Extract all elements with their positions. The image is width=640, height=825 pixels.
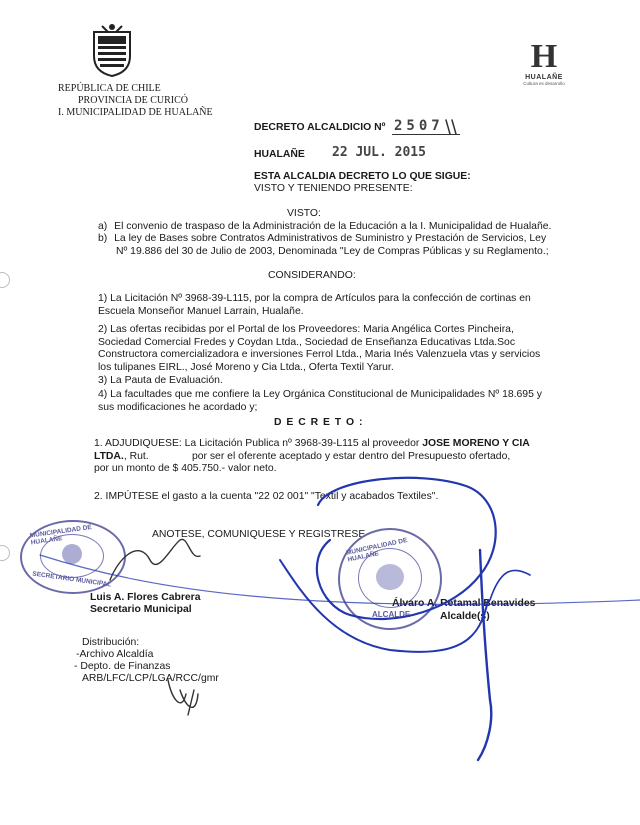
decreto-item-2: 2. IMPÚTESE el gasto a la cuenta "22 02 001" "Textil y acabados Textiles". (94, 491, 439, 502)
visto-item-text: Nº 19.886 del 30 de Julio de 2003, Denominada "Ley de Compras Públicas y su Reglamento.; (116, 245, 549, 257)
considerando-line: Escuela Monseñor Manuel Larrain, Hualañe. (98, 305, 304, 317)
decreto-item-1-text: , Rut. por ser el oferente aceptado y estar dentro del Presupuesto ofertado, (123, 450, 511, 462)
coat-of-arms-emblem (88, 22, 136, 78)
visto-item-a (98, 221, 588, 234)
decreto-provider-suffix: LTDA. (94, 450, 124, 462)
decree-place: HUALAÑE (254, 149, 305, 160)
decreto-heading: D E C R E T O : (274, 417, 364, 428)
considerando-list (98, 293, 608, 414)
visto-heading: VISTO: (287, 208, 321, 219)
distribution-heading: Distribución: (82, 637, 140, 648)
mayor-signature-tail (478, 550, 491, 760)
distribution-item: - Depto. de Finanzas (74, 661, 171, 672)
decreto-item-1-text: por un monto de $ 405.750.- valor neto. (94, 463, 277, 475)
considerando-line: Constructora comercializadora e inversiones Ferrol Ltda., Maria Inés Valenzuela vtas y servicios (98, 349, 541, 361)
visto-item-marker: b) (98, 233, 108, 244)
considerando-line: 2) Las ofertas recibidas por el Portal de los Proveedores: Maria Angélica Cortes Pincheira, (98, 324, 514, 336)
mayor-signature-hook (490, 570, 530, 600)
secretary-stamp-top-text: MUNICIPALIDAD DE HUALAÑE (29, 523, 93, 547)
header-province: PROVINCIA DE CURICÓ (78, 95, 189, 106)
hualane-logo-mark: H (530, 38, 558, 75)
considerando-line: los tulipanes EIRL., José Moreno y Cia Ltda., Oferta Textil Yarur. (98, 361, 394, 373)
decree-opening-sub: VISTO Y TENIENDO PRESENTE: (254, 183, 413, 194)
considerando-item (98, 293, 608, 318)
decree-number-label: DECRETO ALCALDICIO Nº (254, 122, 386, 133)
closing-formula: ANOTESE, COMUNIQUESE Y REGISTRESE (152, 529, 366, 540)
decree-number-underline (392, 134, 460, 135)
header-country: REPÚBLICA DE CHILE (58, 83, 161, 94)
hole-punch-mark (0, 272, 10, 288)
decree-opening: ESTA ALCALDIA DECRETO LO QUE SIGUE: (254, 171, 471, 182)
considerando-line: 4) La facultades que me confiere la Ley Orgánica Constitucional de Municipalidades Nº 18.695 y (98, 389, 542, 401)
considerando-heading: CONSIDERANDO: (268, 270, 356, 281)
mayor-stamp-emblem (376, 564, 404, 590)
considerando-line: Sociedad Comercial Fredes y Coydan Ltda., Sociedad de Enseñanza Educativas Ltda.Soc (98, 336, 516, 348)
header-municipality: I. MUNICIPALIDAD DE HUALAÑE (58, 107, 213, 118)
mayor-stamp (338, 528, 442, 630)
secretary-stamp-emblem (62, 544, 82, 564)
secretary-name: Luis A. Flores Cabrera (90, 592, 201, 603)
distribution-item: -Archivo Alcaldía (76, 649, 154, 660)
mayor-title: Alcalde(s) (440, 611, 490, 622)
secretary-stamp (20, 520, 126, 594)
mayor-stamp-bottom-text: ALCALDE (372, 610, 411, 619)
visto-item-marker: a) (98, 221, 108, 232)
visto-item-b (98, 233, 598, 258)
secretary-stamp-bottom-text: SECRETARIO MUNICIPAL (31, 570, 112, 589)
hualane-logo-name: HUALAÑE (525, 74, 563, 81)
hualane-logo (514, 40, 574, 92)
considerando-line: 3) La Pauta de Evaluación. (98, 374, 223, 386)
mayor-stamp-top-text: MUNICIPALIDAD DE HUALAÑE (345, 536, 409, 564)
visto-item-text: El convenio de traspaso de la Administración de la Educación a la I. Municipalidad de Hualañe. (114, 221, 552, 232)
secretary-title: Secretario Municipal (90, 604, 192, 615)
considerando-line: 1) La Licitación Nº 3968-39-L115, por la compra de Artículos para la confección de cortinas en (98, 293, 531, 304)
decree-date: 22 JUL. 2015 (332, 145, 426, 160)
considerando-item (98, 389, 608, 414)
hualane-logo-tagline: Cultura es desarrollo (523, 81, 565, 86)
visto-item-text: La ley de Bases sobre Contratos Administrativos de Suministro y Prestación de Servicios, Ley (114, 233, 547, 244)
decreto-provider: JOSE MORENO Y CIA (422, 438, 530, 449)
considerando-item (98, 375, 608, 388)
distribution-item: ARB/LFC/LCP/LGA/RCC/gmr (82, 673, 219, 684)
decreto-item-1-text: 1. ADJUDIQUESE: La Licitación Publica nº 3968-39-L115 al proveedor (94, 438, 423, 449)
decree-number-overwrite (446, 120, 456, 134)
decreto-item-1 (94, 438, 614, 476)
mayor-name: Álvaro A. Retamal Benavides (392, 598, 536, 609)
decree-number-value: 2507 (394, 118, 444, 134)
considerando-line: sus modificaciones he acordado y; (98, 401, 258, 413)
hole-punch-mark (0, 545, 10, 561)
considerando-item (98, 324, 608, 374)
